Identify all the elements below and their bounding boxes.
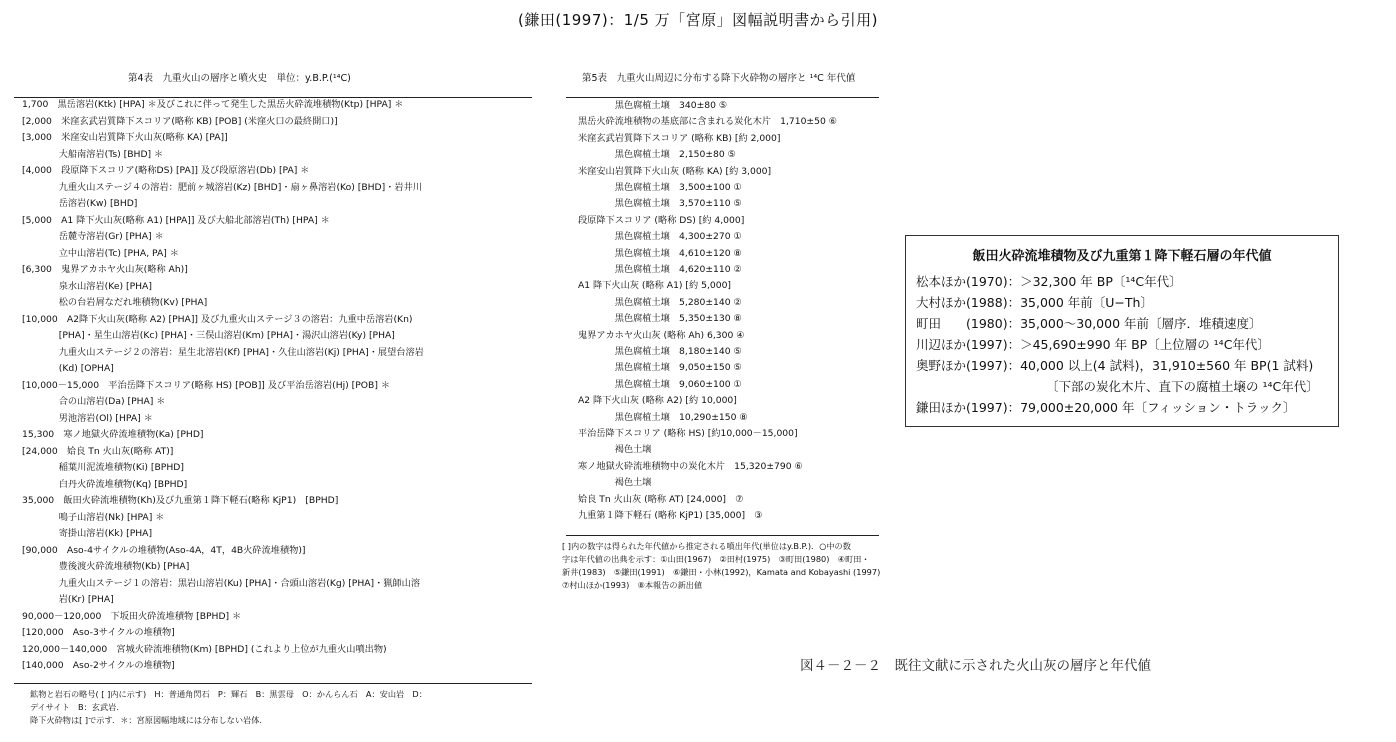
table4-row: [24,000 姶良 Tn 火山灰(略称 AT)] <box>22 445 174 457</box>
table4-row: 鳴子山溶岩(Nk) [HPA] ＊ <box>22 511 165 523</box>
table4-row: [PHA]・星生山溶岩(Kc) [PHA]・三俣山溶岩(Km) [PHA]・湯沢山溶岩(Ky) [PHA] <box>22 330 395 341</box>
table4-row: 大船南溶岩(Ts) [BHD] ＊ <box>22 148 164 160</box>
table4-row: 岳麓寺溶岩(Gr) [PHA] ＊ <box>22 231 164 242</box>
table5-row: 黒色腐植土壌 10,290±150 ⑧ <box>578 411 748 423</box>
ages-box-line: 〔下部の炭化木片、直下の腐植土壌の ¹⁴C年代〕 <box>1046 379 1319 394</box>
page-header: (鎌田(1997)：1/5 万「宮原」図幅説明書から引用) <box>518 11 878 29</box>
table5-note: 字は年代値の出典を示す：①山田(1967) ②田村(1975) ③町田(1980) ④町田・ <box>562 554 870 564</box>
table4-row: 1,700 黒岳溶岩(Ktk) [HPA] ＊及びこれに伴って発生した黒岳火砕流堆積物(Ktp) [HPA] ＊ <box>22 99 404 110</box>
table5-note: ⑦村山ほか(1993) ⑧本報告の新出値 <box>562 580 703 590</box>
table4-row: 豊後渡火砕流堆積物(Kb) [PHA] <box>22 561 190 572</box>
table5-row: 黒色腐植土壌 4,610±120 ⑧ <box>578 247 742 259</box>
table5-row: 黒色腐植土壌 3,570±110 ⑤ <box>578 198 742 210</box>
table5-row: 黒色腐植土壌 3,500±100 ① <box>578 182 742 193</box>
table5-row: 黒岳火砕流堆積物の基底部に含まれる炭化木片 1,710±50 ⑥ <box>578 116 837 128</box>
table5-row: 黒色腐植土壌 4,620±110 ② <box>578 264 742 275</box>
table4-row: 九重火山ステージ１の溶岩：黒岩山溶岩(Ku) [PHA]・合頭山溶岩(Kg) [PHA]・猟師山溶 <box>22 577 421 589</box>
table4-row: [4,000 段原降下スコリア(略称DS) [PA]] 及び段原溶岩(Db) [PA] ＊ <box>22 165 310 176</box>
table4-row: 松の台岩屑なだれ堆積物(Kv) [PHA] <box>22 297 208 308</box>
table4-row: [10,000－15,000 平治岳降下スコリア(略称 HS) [POB]] 及び平治岳溶岩(Hj) [POB] ＊ <box>22 379 391 391</box>
table4-row: [90,000 Aso-4サイクルの堆積物(Aso-4A，4T，4B火砕流堆積物)] <box>22 544 306 556</box>
table4-row: 岩(Kr) [PHA] <box>22 594 114 605</box>
table5-row: 段原降下スコリア (略称 DS) [約 4,000] <box>578 214 745 226</box>
table4-row: 立中山溶岩(Tc) [PHA, PA] ＊ <box>22 247 179 259</box>
table4-row: 35,000 飯田火砕流堆積物(Kh)及び九重第１降下軽石(略称 KjP1) [BPHD] <box>22 495 339 506</box>
table4-notes <box>30 688 427 727</box>
table5-row: 黒色腐植土壌 5,350±130 ⑧ <box>578 313 742 325</box>
table4-note: 鉱物と岩石の略号( [ ]内に示す) H：普通角閃石 P：輝石 B：黒雲母 O：かんらん石 A：安山岩 D： <box>30 689 427 699</box>
table5-bottom-rule <box>566 535 879 536</box>
table5-row: A1 降下火山灰 (略称 A1) [約 5,000] <box>578 280 732 292</box>
table4-row: 120,000－140,000 宮城火砕流堆積物(Km) [BPHD] (これより上位が九重火山噴出物) <box>22 643 387 655</box>
table5-caption: 第5表 九重火山周辺に分布する降下火砕物の層序と ¹⁴C 年代値 <box>582 73 856 84</box>
ages-box-line: 川辺ほか(1997)：＞45,690±990 年 BP〔上位層の ¹⁴C年代〕 <box>916 337 1270 352</box>
table4-note: デイサイト B：玄武岩. <box>30 702 119 712</box>
table4-row: [2,000 米窪玄武岩質降下スコリア(略称 KB) [POB] (米窪火口の最終開口)] <box>22 115 338 127</box>
table4-row: [120,000 Aso-3サイクルの堆積物] <box>22 627 175 638</box>
table5-row: 米窪安山岩質降下火山灰 (略称 KA) [約 3,000] <box>578 165 772 177</box>
table4-row: 稲葉川泥流堆積物(Ki) [BPHD] <box>22 462 184 473</box>
table4-row: 90,000－120,000 下坂田火砕流堆積物 [BPHD] ＊ <box>22 610 242 622</box>
table4-row: 岳溶岩(Kw) [BHD] <box>22 198 138 209</box>
table5-row: 姶良 Tn 火山灰 (略称 AT) [24,000] ⑦ <box>578 493 744 505</box>
table5-row: 九重第１降下軽石 (略称 KjP1) [35,000] ③ <box>578 510 763 521</box>
table4-row: [140,000 Aso-2サイクルの堆積物] <box>22 660 175 671</box>
ages-box-line: 町田 (1980)：35,000～30,000 年前〔層序．堆積速度〕 <box>916 316 1262 331</box>
table5-row: 黒色腐植土壌 2,150±80 ⑤ <box>578 149 736 161</box>
table5-notes <box>562 540 880 592</box>
table4-row: 合の山溶岩(Da) [PHA] ＊ <box>22 396 166 407</box>
ages-box-title: 飯田火砕流堆積物及び九重第１降下軽石層の年代値 <box>972 249 1272 264</box>
ages-box-line: 大村ほか(1988)：35,000 年前〔U−Th〕 <box>916 295 1153 310</box>
table4-row: 15,300 寒ノ地獄火砕流堆積物(Ka) [PHD] <box>22 429 204 440</box>
table5-row: 寒ノ地獄火砕流堆積物中の炭化木片 15,320±790 ⑥ <box>578 460 803 472</box>
ages-box-line: 奥野ほか(1997)：40,000 以上(4 試料)，31,910±560 年 BP(1 試料) <box>916 358 1314 373</box>
table4-row: [5,000 A1 降下火山灰(略称 A1) [HPA]] 及び大船北部溶岩(Th) [HPA] ＊ <box>22 214 330 226</box>
table4-row: [6,300 鬼界アカホヤ火山灰(略称 Ah)] <box>22 264 188 275</box>
table4-row: 男池溶岩(Ol) [HPA] ＊ <box>22 412 153 424</box>
ages-box-line: 松本ほか(1970)：＞32,300 年 BP〔¹⁴C年代〕 <box>916 274 1182 289</box>
table5-row: 黒色腐植土壌 9,050±150 ⑤ <box>578 362 742 374</box>
ages-box-line: 鎌田ほか(1997)：79,000±20,000 年〔フィッション・トラック〕 <box>916 400 1296 415</box>
ages-box <box>905 235 1339 427</box>
table4-note: 降下火砕物は[ ]で示す．＊：宮原図幅地域には分布しない岩体. <box>30 715 263 725</box>
figure-caption: 図４－２－２ 既往文献に示された火山灰の層序と年代値 <box>800 658 1151 674</box>
table4-row: [3,000 米窪安山岩質降下火山灰(略称 KA) [PA]] <box>22 132 228 143</box>
table5-row: 黒色腐植土壌 8,180±140 ⑤ <box>578 346 742 357</box>
table4-caption: 第4表 九重火山の層序と噴火史 単位：y.B.P.(¹⁴C) <box>128 73 351 84</box>
table5-row: 黒色腐植土壌 9,060±100 ① <box>578 378 742 390</box>
table5-note: 新井(1983) ⑤鎌田(1991) ⑥鎌田・小林(1992)，Kamata and Kobayashi (1997) <box>562 567 881 577</box>
table4-row: 九重火山ステージ２の溶岩：星生北溶岩(Kf) [PHA]・久住山溶岩(Kj) [PHA]・展望台溶岩 <box>22 346 424 358</box>
table5-row: 黒色腐植土壌 4,300±270 ① <box>578 231 742 243</box>
table5-row: 米窪玄武岩質降下スコリア (略称 KB) [約 2,000] <box>578 132 781 144</box>
table4-row: 九重火山ステージ４の溶岩：肥前ヶ城溶岩(Kz) [BHD]・扇ヶ鼻溶岩(Ko) [BHD]・岩井川 <box>22 181 422 193</box>
table4-row: 白丹火砕流堆積物(Kq) [BPHD] <box>22 478 188 490</box>
table5-row: 平治岳降下スコリア (略称 HS) [約10,000－15,000] <box>578 428 798 439</box>
table4-row: [10,000 A2降下火山灰(略称 A2) [PHA]] 及び九重火山ステージ３の溶岩：九重中岳溶岩(Kn) <box>22 313 413 325</box>
table4-row: (Kd) [OPHA] <box>22 363 114 374</box>
table5-row: 褐色土壌 <box>578 477 652 489</box>
table4-row: 泉水山溶岩(Ke) [PHA] <box>22 280 152 292</box>
table5-row: 黒色腐植土壌 5,280±140 ② <box>578 296 742 308</box>
table4-row: 寄掛山溶岩(Kk) [PHA] <box>22 528 153 539</box>
table5-note: [ ]内の数字は得られた年代値から推定される噴出年代(単位はy.B.P.)．○中の数 <box>562 541 851 551</box>
table5-row: 黒色腐植土壌 340±80 ⑤ <box>578 100 728 111</box>
table4-bottom-rule <box>14 683 532 684</box>
table5-row: A2 降下火山灰 (略称 A2) [約 10,000] <box>578 395 737 407</box>
table5-row: 褐色土壌 <box>578 444 652 456</box>
table5-row: 鬼界アカホヤ火山灰 (略称 Ah) 6,300 ④ <box>578 329 745 341</box>
